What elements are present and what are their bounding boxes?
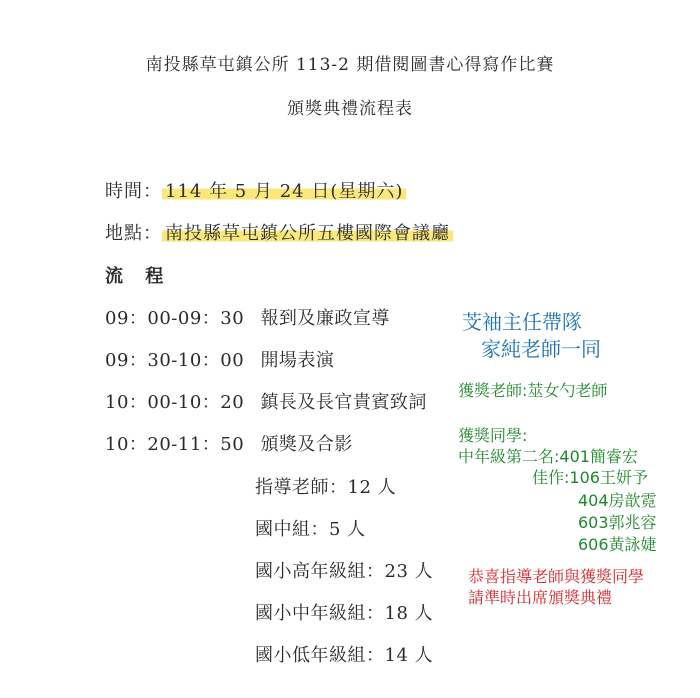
schedule-row (105, 304, 390, 330)
place-value: 南投縣草屯鎮公所五樓國際會議廳 (162, 223, 453, 244)
time-label: 時間： (105, 181, 162, 202)
program-heading: 流 程 (105, 266, 172, 287)
note-blue-line2: 家純老師一同 (481, 337, 601, 361)
schedule-row (105, 346, 334, 372)
note-congrats-line1: 恭喜指導老師與獲獎同學 (468, 567, 645, 586)
note-blue-line1: 芠袖主任帶隊 (462, 310, 582, 334)
note-merit-4: 606黃詠婕 (578, 535, 657, 554)
count-upper-elementary: 國小高年級組：23 人 (255, 561, 434, 582)
note-mid-grade: 中年級第二名:401簡睿宏 (458, 447, 638, 466)
note-students-label: 獲獎同學: (458, 426, 528, 445)
count-junior-high: 國中組：5 人 (255, 519, 366, 540)
time-value: 114 年 5 月 24 日(星期六) (162, 181, 406, 202)
count-middle-elementary: 國小中年級組：18 人 (255, 603, 434, 624)
schedule-time: 09：00-09：30 (105, 308, 245, 329)
schedule-item: 鎮長及長官貴賓致詞 (260, 392, 427, 413)
place-label: 地點： (105, 223, 162, 244)
place-line (105, 219, 453, 245)
note-merit-2: 404房歆霓 (578, 491, 657, 510)
schedule-time: 10：00-10：20 (105, 392, 245, 413)
schedule-time: 10：20-11：50 (105, 434, 245, 455)
schedule-row (105, 430, 353, 456)
schedule-time: 09：30-10：00 (105, 350, 245, 371)
schedule-row (105, 388, 427, 414)
note-award-teacher: 獲獎老師:莁女勺老師 (458, 381, 608, 400)
note-merit-3: 603郭兆容 (578, 513, 657, 532)
count-lower-elementary: 國小低年級組：14 人 (255, 645, 434, 666)
document-title: 南投縣草屯鎮公所 113-2 期借閱圖書心得寫作比賽 (145, 55, 555, 75)
schedule-item: 頒獎及合影 (260, 434, 353, 455)
note-congrats-line2: 請準時出席頒獎典禮 (468, 588, 613, 607)
count-teachers: 指導老師：12 人 (255, 477, 397, 498)
document-subtitle: 頒獎典禮流程表 (287, 99, 413, 119)
note-merit: 佳作:106王妍予 (532, 468, 648, 487)
schedule-item: 報到及廉政宣導 (260, 308, 390, 329)
time-line (105, 177, 406, 203)
schedule-item: 開場表演 (260, 350, 335, 371)
